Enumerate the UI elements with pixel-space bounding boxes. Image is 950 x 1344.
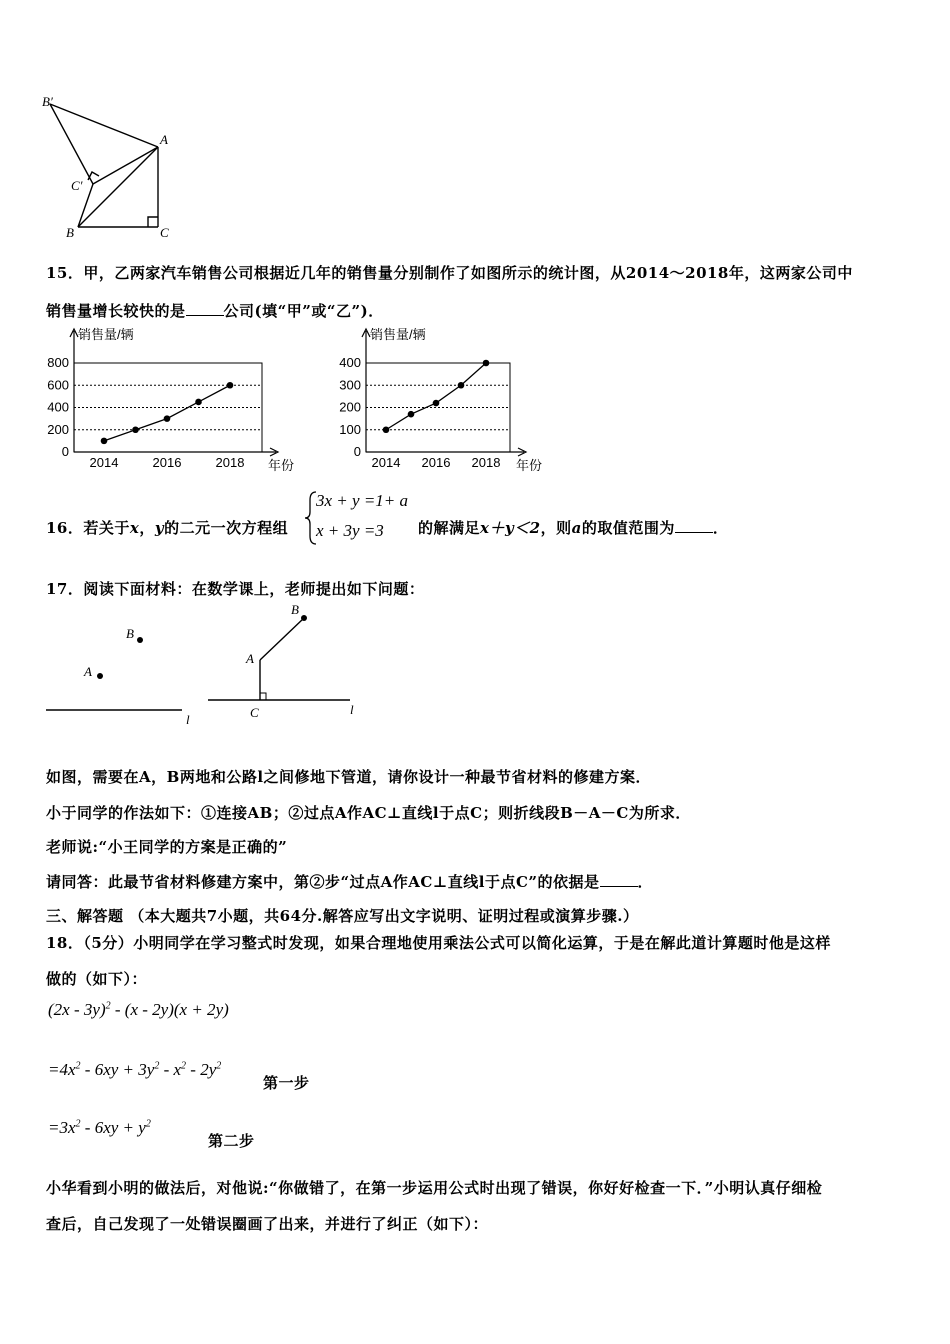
section-3-title: 三、解答题 （本大题共7小题，共64分.解答应写出文字说明、证明过程或演算步骤.） xyxy=(46,907,639,925)
y-tick-label: 200 xyxy=(47,421,69,437)
q17-sol-label-c: C xyxy=(250,705,259,720)
y-tick-label: 400 xyxy=(339,355,361,370)
q16-post-pre: 的解满足 xyxy=(418,519,481,537)
data-point xyxy=(132,426,139,433)
q17-sol-label-l: l xyxy=(350,702,354,717)
x-axis-title: 年份 xyxy=(268,458,295,473)
triangle-figure xyxy=(38,92,188,242)
q17-figure-solution xyxy=(200,600,370,725)
q17-label-l: l xyxy=(186,712,190,727)
q17-para2: 小于同学的作法如下：①连接AB；②过点A作AC⊥直线l于点C；则折线段B－A－C为所求． xyxy=(46,804,691,822)
q15-line2-post: 公司(填“甲”或“乙”)． xyxy=(223,302,384,320)
data-point xyxy=(227,382,234,389)
y-tick-label: 0 xyxy=(61,444,69,459)
q16-post-mid: ，则 xyxy=(540,519,572,537)
data-point xyxy=(433,400,440,407)
series-line xyxy=(104,385,230,441)
x-tick-label: 2014 xyxy=(371,455,401,470)
data-point xyxy=(483,360,490,367)
series-line xyxy=(386,363,486,430)
q17-para4 xyxy=(46,871,653,892)
q17-figure-problem xyxy=(40,618,210,728)
q16-mid: 的二元一次方程组 xyxy=(164,519,289,537)
q18-expression: (2x - 3y)$^2$ - (x - 2y)(x + 2y) xyxy=(48,1000,229,1019)
y-tick-label: 0 xyxy=(353,444,361,459)
answer-blank xyxy=(186,303,224,316)
q16-stem xyxy=(46,517,288,538)
q16-eq1: 3x + y =1+ a xyxy=(316,491,409,510)
y-tick-label: 300 xyxy=(339,377,361,393)
chart-company-yi xyxy=(330,325,560,475)
y-tick-label: 400 xyxy=(47,399,69,415)
q17-para1: 如图，需要在A，B两地和公路l之间修地下管道，请你设计一种最节省材料的修建方案． xyxy=(46,768,652,786)
q18-para1: 小华看到小明的做法后，对他说:“你做错了，在第一步运用公式时出现了错误，你好好检查一下．”小明认真仔细检 xyxy=(46,1179,823,1197)
q17-sol-label-b: B xyxy=(291,602,299,617)
answer-blank xyxy=(600,874,638,887)
x-tick-label: 2018 xyxy=(215,455,245,470)
q16-post-end: 的取值范围为 xyxy=(581,519,675,537)
data-point xyxy=(195,399,202,406)
q16-eq2: x + 3y =3 xyxy=(316,521,384,540)
q16-end: ． xyxy=(712,519,729,537)
q17-line1: 17．阅读下面材料：在数学课上，老师提出如下问题： xyxy=(46,580,425,598)
q17-para3: 老师说:“小王同学的方案是正确的” xyxy=(46,838,288,856)
y-tick-label: 200 xyxy=(339,399,361,415)
q16-var-x: x xyxy=(129,519,140,537)
q16-condition xyxy=(418,517,728,538)
data-point xyxy=(408,411,415,418)
data-point xyxy=(383,426,390,433)
q18-line2: 做的（如下）： xyxy=(46,970,148,988)
data-point xyxy=(458,382,465,389)
q18-step2-label: 第二步 xyxy=(208,1132,255,1150)
x-tick-label: 2018 xyxy=(471,455,501,470)
q18-step1-label: 第一步 xyxy=(263,1074,310,1092)
data-point xyxy=(164,415,171,422)
q18-line1: 18．（5分）小明同学在学习整式时发现，如果合理地使用乘法公式可以简化运算，于是在解此道计算题时他是这样 xyxy=(46,934,831,952)
q18-step2: $=3x^2 - 6xy + y^2$ xyxy=(48,1118,151,1137)
q17-sol-label-a: A xyxy=(246,651,254,666)
q16-pre: 16．若关于 xyxy=(46,519,130,537)
q16-comma: ， xyxy=(139,519,155,537)
q16-cond: x＋y＜2 xyxy=(480,519,541,537)
q15-line2-pre: 销售量增长较快的是 xyxy=(46,302,186,320)
x-tick-label: 2014 xyxy=(89,455,119,470)
data-point xyxy=(101,438,108,445)
x-axis-title: 年份 xyxy=(516,458,543,473)
label-c-prime: C′ xyxy=(71,178,83,193)
q15-line1: 15．甲，乙两家汽车销售公司根据近几年的销售量分别制作了如图所示的统计图，从2014～2018年，这两家公司中 xyxy=(46,264,853,282)
label-b-prime: B′ xyxy=(42,94,53,109)
q16-var-y: y xyxy=(154,519,165,537)
y-tick-label: 600 xyxy=(47,377,69,393)
q17-para4-pre: 请同答：此最节省材料修建方案中，第②步“过点A作AC⊥直线l于点C”的依据是 xyxy=(46,873,600,891)
y-tick-label: 100 xyxy=(339,421,361,437)
y-axis-title: 销售量/辆 xyxy=(370,327,426,342)
q18-para2: 查后，自己发现了一处错误圈画了出来，并进行了纠正（如下）： xyxy=(46,1215,489,1233)
chart-company-jia xyxy=(40,325,310,475)
label-c: C xyxy=(160,225,169,240)
answer-blank xyxy=(675,520,713,533)
q15-line2 xyxy=(46,300,384,321)
label-a: A xyxy=(160,132,168,147)
label-b: B xyxy=(66,225,74,240)
q17-label-b: B xyxy=(126,626,134,641)
q17-label-a: A xyxy=(84,664,92,679)
q18-step1: $=4x^2 - 6xy + 3y^2 - x^2 - 2y^2$ xyxy=(48,1060,222,1079)
x-tick-label: 2016 xyxy=(421,455,451,470)
y-tick-label: 800 xyxy=(47,355,69,370)
q17-para4-post: ． xyxy=(637,873,654,891)
q16-var-a: a xyxy=(571,519,582,537)
x-tick-label: 2016 xyxy=(152,455,182,470)
y-axis-title: 销售量/辆 xyxy=(78,327,134,342)
